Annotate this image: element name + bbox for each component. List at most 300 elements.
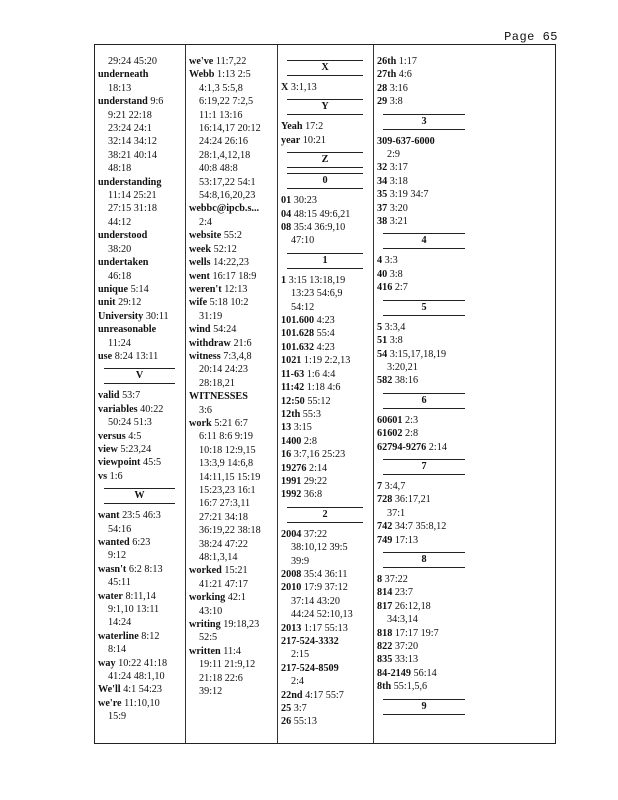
page-refs-continued: 54:8,16,20,23 — [199, 190, 256, 202]
section-letter: 1 — [287, 253, 363, 269]
index-term: work — [189, 417, 212, 429]
index-term: unit — [98, 297, 116, 309]
index-entry — [189, 390, 275, 403]
index-term: vs — [98, 470, 108, 482]
index-entry — [377, 653, 469, 666]
page-refs: 34:7 35:8,12 — [394, 521, 447, 533]
page-refs: 8:24 13:11 — [114, 350, 159, 362]
index-term: writing — [189, 619, 221, 631]
page-refs-continued: 48:1,3,14 — [199, 552, 238, 564]
page-refs-continued: 31:19 — [199, 310, 223, 322]
page-refs-continued: 3:6 — [199, 404, 213, 416]
page-refs-continued: 23:24 24:1 — [108, 123, 152, 135]
index-entry — [98, 590, 183, 603]
section-letter: 7 — [383, 459, 465, 475]
index-entry — [377, 161, 469, 174]
index-term: website — [189, 230, 222, 242]
page-refs: 21:6 — [233, 337, 252, 349]
page-refs: 3:15,17,18,19 — [389, 348, 447, 360]
index-entry — [189, 202, 275, 215]
page-refs-continued: 27:21 34:18 — [199, 511, 248, 523]
page-refs-continued: 14:11,15 15:19 — [199, 471, 261, 483]
index-entry — [377, 680, 469, 693]
index-entry — [281, 120, 371, 133]
index-column-2 — [185, 45, 277, 743]
index-entry — [281, 327, 371, 340]
page-refs: 42:1 — [227, 592, 246, 604]
page-refs-continued: 11:14 25:21 — [108, 190, 157, 202]
index-term: we've — [189, 56, 214, 67]
index-entry — [377, 175, 469, 188]
index-term: WITNESSES — [189, 391, 248, 403]
index-term: 84-2149 — [377, 667, 411, 679]
index-entry — [281, 475, 371, 488]
index-term: webbc@ipcb.s... — [189, 203, 260, 215]
page-refs: 1:6 4:4 — [306, 368, 336, 380]
index-entry — [98, 509, 183, 522]
index-entry — [98, 683, 183, 696]
index-entry — [377, 281, 469, 294]
page-refs-continued: 44:24 52:10,13 — [291, 609, 353, 621]
page-refs-continued: 28:1,4,12,18 — [199, 149, 251, 161]
index-term: water — [98, 590, 123, 602]
page-refs: 4:5 — [128, 430, 142, 442]
page-refs-continued: 53:17,22 54:1 — [199, 176, 256, 188]
index-entry — [98, 536, 183, 549]
page-refs-continued: 43:10 — [199, 605, 223, 617]
index-term: 13 — [281, 422, 292, 434]
index-entry — [377, 427, 469, 440]
index-term: versus — [98, 430, 126, 442]
index-entry — [98, 657, 183, 670]
index-term: 61602 — [377, 428, 403, 440]
page-refs: 56:14 — [413, 667, 437, 679]
index-entry — [189, 243, 275, 256]
index-column-4 — [373, 45, 557, 743]
section-letter: 2 — [287, 507, 363, 523]
page-refs-continued: 27:15 31:18 — [108, 203, 157, 215]
page-refs: 3:4,7 — [384, 480, 406, 492]
page-refs: 10:22 41:18 — [118, 657, 168, 669]
page-refs-continued: 41:24 48:1,10 — [108, 671, 165, 683]
page-refs-continued: 21:18 22:6 — [199, 672, 243, 684]
page-refs: 29:12 — [118, 297, 142, 309]
page-refs-continued: 40:8 48:8 — [199, 163, 238, 175]
index-entry — [281, 368, 371, 381]
index-term: wasn't — [98, 563, 127, 575]
index-entry — [377, 68, 469, 81]
page-refs: 3:8 — [389, 268, 403, 280]
page-refs: 55:13 — [293, 716, 317, 728]
index-term: We'll — [98, 684, 121, 696]
index-term: wells — [189, 257, 211, 269]
section-letter: 0 — [287, 173, 363, 189]
page-refs: 3:16 — [389, 82, 408, 94]
page-refs: 30:23 — [293, 195, 317, 207]
index-entry — [377, 520, 469, 533]
index-term: 1021 — [281, 355, 302, 367]
page-refs: 33:13 — [394, 654, 419, 666]
page-refs: 54:24 — [213, 324, 237, 336]
index-term: 12:50 — [281, 395, 305, 407]
index-term: 835 — [377, 654, 393, 666]
index-term: 26 — [281, 716, 292, 728]
index-entry — [98, 563, 183, 576]
index-entry — [98, 310, 183, 323]
page-refs: 6:2 8:13 — [128, 563, 163, 575]
page-refs: 3:20 — [389, 202, 408, 214]
page-refs: 55:1,5,6 — [393, 681, 428, 693]
index-entry — [281, 528, 371, 541]
index-term: wife — [189, 297, 208, 309]
index-entry — [377, 334, 469, 347]
index-entry — [98, 456, 183, 469]
page-refs: 55:3 — [302, 408, 321, 420]
page-refs: 37:20 — [394, 641, 419, 652]
index-term: 62794-9276 — [377, 441, 427, 453]
page-refs: 10:21 — [302, 134, 326, 146]
index-term: 818 — [377, 627, 393, 639]
index-term: 1 — [281, 274, 287, 286]
index-entry — [281, 341, 371, 354]
index-entry — [377, 627, 469, 640]
index-term: 51 — [377, 335, 388, 347]
page-refs-continued: 15:23,23 16:1 — [199, 485, 256, 496]
page-refs-continued: 37:14 43:20 — [291, 595, 340, 607]
page-refs-continued: 16:14,17 20:12 — [199, 123, 261, 135]
index-entry — [377, 254, 469, 267]
index-term: wind — [189, 324, 211, 336]
index-term: witness — [189, 350, 221, 362]
page-refs-continued: 48:18 — [108, 163, 132, 175]
page-refs-continued: 4:1,3 5:5,8 — [199, 82, 243, 94]
page-refs: 3:8 — [389, 335, 403, 347]
index-entry — [377, 374, 469, 387]
index-entry — [377, 202, 469, 215]
page-refs: 11:7,22 — [215, 56, 247, 67]
page-refs-continued: 34:3,14 — [387, 614, 418, 626]
page-refs-continued: 46:18 — [108, 270, 132, 282]
index-entry — [189, 55, 275, 68]
page-refs: 48:15 49:6,21 — [293, 208, 351, 220]
page-refs: 23:5 46:3 — [122, 510, 161, 522]
section-letter: 8 — [383, 552, 465, 568]
index-entry — [281, 395, 371, 408]
index-term: understand — [98, 96, 148, 108]
page-refs: 3:7,16 25:23 — [293, 449, 346, 461]
section-letter: Z — [287, 152, 363, 168]
index-term: 5 — [377, 321, 383, 333]
page-refs: 55:2 — [223, 230, 242, 242]
page-refs-continued: 54:16 — [108, 523, 132, 535]
index-entry — [281, 81, 371, 94]
page-refs-continued: 38:10,12 39:5 — [291, 542, 348, 554]
page-refs: 5:21 6:7 — [214, 417, 248, 429]
page-refs: 3:3 — [384, 255, 398, 267]
index-entry — [281, 635, 371, 648]
index-term: unique — [98, 283, 129, 295]
index-entry — [281, 488, 371, 501]
index-entry — [281, 314, 371, 327]
index-entry — [98, 630, 183, 643]
page-refs: 38:16 — [394, 375, 419, 387]
page-refs: 53:7 — [122, 390, 141, 402]
index-entry — [377, 586, 469, 599]
page-refs: 3:17 — [389, 162, 408, 174]
index-frame — [94, 44, 556, 744]
index-entry — [377, 348, 469, 361]
page-refs-continued: 45:11 — [108, 577, 131, 589]
index-entry — [377, 534, 469, 547]
index-entry — [98, 95, 183, 108]
index-entry — [377, 480, 469, 493]
index-term: wanted — [98, 537, 130, 548]
index-entry — [98, 283, 183, 296]
index-term: working — [189, 592, 226, 604]
index-term: 26th — [377, 56, 397, 67]
page-refs: 4:23 — [316, 341, 335, 353]
page-refs: 4:23 — [316, 315, 335, 327]
index-entry — [189, 256, 275, 269]
page-refs-continued: 24:24 26:16 — [199, 136, 248, 148]
index-entry — [377, 215, 469, 228]
index-term: want — [98, 510, 120, 522]
index-entry — [98, 176, 183, 189]
page-refs-continued: 54:12 — [291, 301, 315, 313]
page-refs: 4:1 54:23 — [123, 684, 162, 696]
page-refs: 11:10,10 — [124, 697, 160, 709]
index-term: viewpoint — [98, 457, 141, 469]
index-term: 582 — [377, 375, 393, 387]
page-refs: 8:11,14 — [125, 590, 156, 602]
page-refs: 35:4 36:9,10 — [293, 222, 346, 234]
index-term: 22nd — [281, 689, 303, 701]
page-refs-continued: 9:12 — [108, 550, 127, 562]
page-refs: 7:3,4,8 — [223, 350, 252, 362]
index-entry — [281, 354, 371, 367]
index-entry — [377, 82, 469, 95]
page-refs: 4:17 55:7 — [305, 689, 344, 701]
index-term: 742 — [377, 521, 393, 533]
page-refs-continued: 28:18,21 — [199, 377, 235, 389]
index-term: undertaken — [98, 257, 149, 269]
page-refs-continued: 10:18 12:9,15 — [199, 444, 256, 456]
page-refs: 30:11 — [145, 310, 169, 322]
page-refs-continued: 29:24 45:20 — [108, 56, 157, 67]
page-refs-continued: 36:19,22 38:18 — [199, 525, 261, 537]
index-entry — [98, 443, 183, 456]
index-term: 32 — [377, 162, 388, 174]
index-entry — [377, 135, 469, 148]
page-refs-continued: 18:13 — [108, 82, 132, 94]
index-column-1 — [95, 45, 185, 743]
index-term: 1991 — [281, 475, 302, 487]
index-term: 27th — [377, 69, 397, 81]
page-refs: 37:22 — [303, 528, 328, 540]
index-entry — [281, 662, 371, 675]
index-term: understood — [98, 230, 148, 242]
index-term: 38 — [377, 216, 388, 228]
page-refs: 29:22 — [303, 475, 328, 487]
index-term: 8 — [377, 573, 383, 585]
index-term: written — [189, 645, 221, 657]
index-term: 04 — [281, 208, 292, 220]
index-entry — [377, 441, 469, 454]
index-entry — [189, 283, 275, 296]
index-entry — [377, 95, 469, 108]
index-entry — [377, 188, 469, 201]
page-refs-continued: 15:9 — [108, 711, 127, 723]
page-refs: 16:17 18:9 — [212, 270, 257, 282]
index-entry — [98, 323, 183, 336]
page-refs: 6:23 — [132, 537, 151, 548]
index-entry — [189, 417, 275, 430]
section-letter: Y — [287, 99, 363, 115]
page-refs-continued: 2:4 — [291, 676, 305, 688]
index-entry — [98, 68, 183, 81]
index-entry — [281, 435, 371, 448]
page-refs: 2:14 — [428, 441, 447, 453]
index-entry — [189, 337, 275, 350]
index-entry — [98, 697, 183, 710]
index-term: variables — [98, 403, 138, 415]
index-entry — [281, 134, 371, 147]
index-term: 25 — [281, 703, 292, 715]
page-refs: 3:18 — [389, 175, 408, 187]
page-refs: 40:22 — [140, 403, 164, 415]
index-entry — [189, 591, 275, 604]
index-entry — [98, 229, 183, 242]
index-term: 19276 — [281, 462, 307, 474]
index-entry — [281, 715, 371, 728]
index-entry — [189, 229, 275, 242]
page-refs-continued: 6:11 8:6 9:19 — [199, 431, 253, 443]
page-refs-continued: 39:12 — [199, 686, 223, 698]
index-entry — [189, 68, 275, 81]
page-refs-continued: 14:24 — [108, 617, 132, 629]
section-letter: X — [287, 60, 363, 76]
index-term: understanding — [98, 176, 162, 188]
index-entry — [189, 323, 275, 336]
page-refs: 14:22,23 — [213, 257, 250, 269]
index-column-3 — [277, 45, 373, 743]
index-entry — [377, 493, 469, 506]
page-refs: 36:17,21 — [394, 494, 431, 506]
index-term: 749 — [377, 534, 393, 546]
index-term: 217-524-3332 — [281, 636, 339, 647]
index-term: 40 — [377, 268, 388, 280]
page-refs: 2:8 — [303, 435, 317, 447]
page-refs-continued: 13:23 54:6,9 — [291, 288, 343, 300]
page-refs: 1:19 2:2,13 — [303, 355, 351, 367]
index-term: 101.628 — [281, 328, 315, 340]
index-entry — [281, 408, 371, 421]
index-term: 817 — [377, 600, 393, 612]
page-refs-continued: 16:7 27:3,11 — [199, 498, 251, 510]
index-entry — [98, 296, 183, 309]
page-refs: 3:15 13:18,19 — [288, 274, 346, 286]
index-entry — [281, 448, 371, 461]
section-letter: 3 — [383, 114, 465, 130]
index-term: 54 — [377, 348, 388, 360]
page-refs-continued: 38:21 40:14 — [108, 149, 157, 161]
page-refs-continued: 11:1 13:16 — [199, 109, 243, 121]
page-refs: 1:17 — [398, 56, 417, 67]
index-term: 12th — [281, 408, 301, 420]
index-term: 11-63 — [281, 368, 305, 380]
index-entry — [281, 208, 371, 221]
index-term: underneath — [98, 69, 149, 81]
index-term: valid — [98, 390, 120, 402]
index-term: 2010 — [281, 582, 302, 594]
index-entry — [281, 581, 371, 594]
index-term: 08 — [281, 222, 292, 234]
page-refs: 52:12 — [213, 243, 237, 255]
index-entry — [281, 221, 371, 234]
index-entry — [189, 270, 275, 283]
page-refs-continued: 19:11 21:9,12 — [199, 659, 256, 671]
index-term: worked — [189, 565, 222, 577]
page-refs: 17:17 19:7 — [394, 627, 439, 639]
page-refs: 3:19 34:7 — [389, 189, 429, 201]
page-refs-continued: 6:19,22 7:2,5 — [199, 96, 254, 108]
index-entry — [281, 702, 371, 715]
index-term: 7 — [377, 480, 383, 492]
index-term: University — [98, 310, 144, 322]
index-entry — [281, 274, 371, 287]
index-entry — [377, 600, 469, 613]
page-refs-continued: 44:12 — [108, 216, 132, 228]
page-refs: 1:13 2:5 — [217, 69, 251, 81]
index-term: 217-524-8509 — [281, 662, 339, 674]
page-refs-continued: 38:24 47:22 — [199, 538, 248, 550]
page-refs: 45:5 — [143, 457, 162, 469]
page-refs: 5:23,24 — [120, 443, 152, 455]
page-refs: 26:12,18 — [394, 600, 431, 612]
page-refs: 19:18,23 — [223, 619, 260, 631]
page-refs-continued: 50:24 51:3 — [108, 417, 152, 429]
index-entry — [281, 381, 371, 394]
section-letter: 5 — [383, 300, 465, 316]
page-refs: 1:6 — [109, 470, 123, 482]
index-term: 4 — [377, 255, 383, 267]
page-refs-continued: 11:24 — [108, 337, 131, 349]
index-term: waterline — [98, 630, 139, 642]
index-entry — [98, 350, 183, 363]
index-term: weren't — [189, 283, 222, 295]
page-refs-continued: 52:5 — [199, 632, 218, 644]
index-term: view — [98, 443, 118, 455]
index-term: 2013 — [281, 622, 302, 634]
index-entry — [189, 350, 275, 363]
page-number: Page 65 — [504, 30, 558, 44]
index-term: 01 — [281, 195, 292, 207]
index-term: 60601 — [377, 414, 403, 426]
page-refs: 9:6 — [150, 96, 164, 108]
page-refs-continued: 13:3,9 14:6,8 — [199, 458, 254, 470]
page-refs: 5:18 10:2 — [209, 297, 249, 309]
page-refs: 1:18 4:6 — [306, 382, 341, 394]
index-entry — [98, 430, 183, 443]
index-term: 29 — [377, 96, 388, 108]
page-refs: 23:7 — [394, 587, 413, 599]
index-term: went — [189, 270, 210, 282]
page-refs-continued: 32:14 34:12 — [108, 136, 157, 148]
index-term: 728 — [377, 494, 393, 506]
index-term: 37 — [377, 202, 388, 214]
page-refs-continued: 37:1 — [387, 507, 406, 519]
index-term: 11:42 — [281, 382, 305, 394]
